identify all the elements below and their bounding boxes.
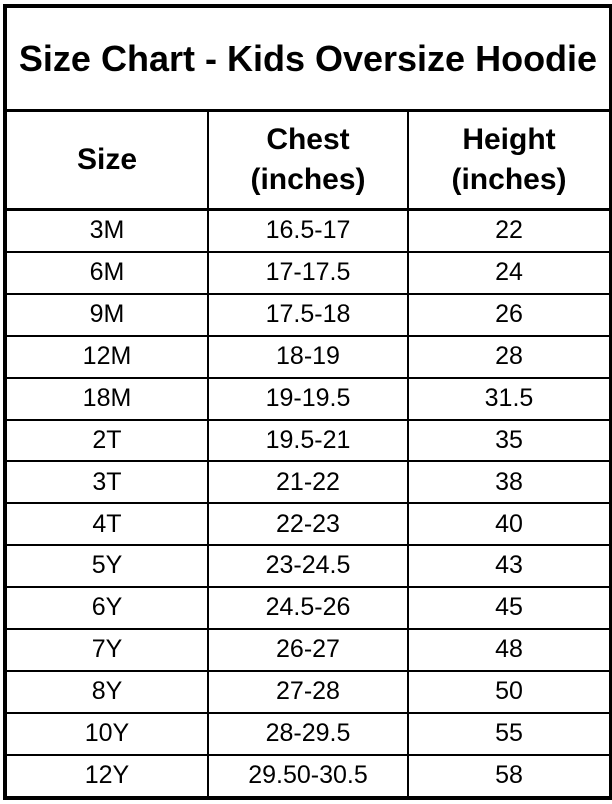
height-cell: 40 <box>408 503 611 545</box>
size-cell: 5Y <box>5 545 208 587</box>
chest-cell: 23-24.5 <box>208 545 408 587</box>
size-cell: 3M <box>5 210 208 253</box>
chest-cell: 16.5-17 <box>208 210 408 253</box>
size-cell: 12Y <box>5 755 208 798</box>
table-row <box>5 629 611 671</box>
table-row <box>5 503 611 545</box>
table-row <box>5 294 611 336</box>
size-cell: 12M <box>5 336 208 378</box>
column-header-chest: Chest (inches) <box>208 111 408 210</box>
table-row <box>5 252 611 294</box>
chest-cell: 17-17.5 <box>208 252 408 294</box>
size-cell: 3T <box>5 461 208 503</box>
column-header-size: Size <box>5 111 208 210</box>
height-cell: 35 <box>408 420 611 462</box>
chart-title: Size Chart - Kids Oversize Hoodie <box>5 6 611 111</box>
size-cell: 10Y <box>5 713 208 755</box>
size-cell: 9M <box>5 294 208 336</box>
size-cell: 7Y <box>5 629 208 671</box>
chest-cell: 29.50-30.5 <box>208 755 408 798</box>
table-row <box>5 755 611 798</box>
table-row <box>5 210 611 253</box>
size-cell: 6M <box>5 252 208 294</box>
height-cell: 22 <box>408 210 611 253</box>
chest-cell: 22-23 <box>208 503 408 545</box>
chest-cell: 24.5-26 <box>208 587 408 629</box>
size-cell: 4T <box>5 503 208 545</box>
chest-cell: 18-19 <box>208 336 408 378</box>
height-cell: 38 <box>408 461 611 503</box>
table-row <box>5 671 611 713</box>
size-cell: 18M <box>5 378 208 420</box>
height-cell: 24 <box>408 252 611 294</box>
table-row <box>5 587 611 629</box>
height-cell: 45 <box>408 587 611 629</box>
chest-cell: 27-28 <box>208 671 408 713</box>
table-row <box>5 713 611 755</box>
height-cell: 31.5 <box>408 378 611 420</box>
height-cell: 28 <box>408 336 611 378</box>
height-cell: 43 <box>408 545 611 587</box>
chest-cell: 26-27 <box>208 629 408 671</box>
chest-cell: 21-22 <box>208 461 408 503</box>
chest-cell: 28-29.5 <box>208 713 408 755</box>
size-cell: 2T <box>5 420 208 462</box>
height-cell: 50 <box>408 671 611 713</box>
column-header-height: Height (inches) <box>408 111 611 210</box>
title-row <box>5 6 611 111</box>
table-row <box>5 336 611 378</box>
height-cell: 48 <box>408 629 611 671</box>
header-row <box>5 111 611 210</box>
table-row <box>5 378 611 420</box>
table-row <box>5 545 611 587</box>
height-cell: 55 <box>408 713 611 755</box>
table-row <box>5 420 611 462</box>
size-cell: 6Y <box>5 587 208 629</box>
table-row <box>5 461 611 503</box>
height-cell: 58 <box>408 755 611 798</box>
size-chart-table <box>3 4 612 800</box>
chest-cell: 17.5-18 <box>208 294 408 336</box>
chest-cell: 19-19.5 <box>208 378 408 420</box>
size-cell: 8Y <box>5 671 208 713</box>
height-cell: 26 <box>408 294 611 336</box>
chest-cell: 19.5-21 <box>208 420 408 462</box>
